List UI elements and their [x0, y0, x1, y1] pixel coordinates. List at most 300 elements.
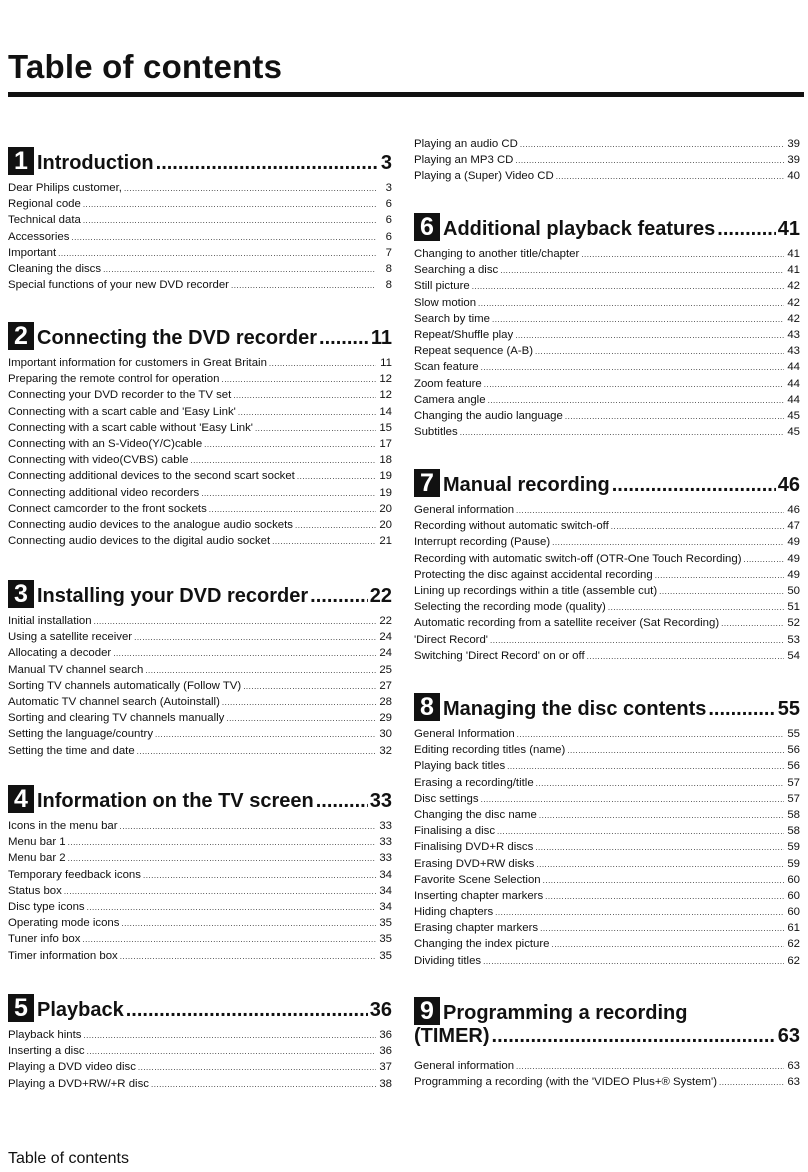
entry-label: Setting the time and date: [8, 744, 135, 757]
entry-page-number: 36: [379, 1029, 392, 1041]
dot-leader: [126, 999, 368, 1022]
entry-page-number: 58: [787, 808, 800, 821]
toc-entry[interactable]: [414, 567, 800, 583]
toc-entry[interactable]: [414, 551, 800, 567]
entry-label: Inserting a disc: [8, 1045, 85, 1058]
entry-page-number: 27: [379, 679, 392, 692]
dot-leader: [556, 169, 784, 185]
dot-leader: [611, 519, 784, 535]
section-page-number: 22: [369, 585, 392, 607]
entry-page-number: 54: [787, 649, 800, 662]
entry-label: Menu bar 2: [8, 852, 66, 865]
entry-label: Automatic recording from a satellite receiver (Sat Recording): [414, 617, 720, 630]
section-number-badge: 8: [414, 693, 440, 721]
entry-label: Important information for customers in Great Britain: [8, 357, 267, 369]
dot-leader: [190, 453, 376, 469]
toc-entry[interactable]: [8, 229, 392, 245]
toc-entry[interactable]: [414, 823, 800, 839]
toc-entry[interactable]: [8, 678, 392, 694]
toc-entry[interactable]: [414, 953, 800, 969]
entry-page-number: 44: [787, 377, 800, 390]
entry-page-number: 34: [379, 900, 392, 913]
dot-leader: [233, 388, 376, 404]
dot-leader: [545, 889, 784, 905]
section-heading[interactable]: [8, 781, 392, 813]
dot-leader: [484, 377, 784, 393]
entry-page-number: 40: [787, 170, 800, 183]
entry-page-number: 33: [379, 852, 392, 865]
entry-page-number: 44: [787, 393, 800, 406]
section-heading[interactable]: [414, 993, 800, 1053]
section-number-badge: 2: [8, 322, 34, 350]
toc-entry[interactable]: [8, 931, 392, 947]
section-heading[interactable]: [8, 990, 392, 1022]
section-title-row: [37, 790, 392, 813]
toc-section: [8, 781, 392, 964]
entry-page-number: 63: [787, 1076, 800, 1089]
section-title-row: [37, 152, 392, 175]
entry-page-number: 3: [385, 182, 392, 194]
entry-label: Recording without automatic switch-off: [414, 520, 609, 533]
entry-label: Finalising a disc: [414, 825, 496, 838]
toc-entry[interactable]: [414, 168, 800, 184]
section-page-number: 33: [369, 790, 392, 812]
toc-entry[interactable]: [414, 152, 800, 168]
dot-leader: [515, 328, 784, 344]
toc-entry[interactable]: [414, 726, 800, 742]
entry-label: Manual TV channel search: [8, 663, 144, 676]
toc-entry[interactable]: [414, 742, 800, 758]
dot-leader: [492, 312, 784, 328]
section-page-number: 3: [380, 152, 392, 174]
toc-entry[interactable]: [8, 452, 392, 468]
page-title: Table of contents: [8, 48, 283, 85]
entry-label: Automatic TV channel search (Autoinstall): [8, 695, 220, 708]
entry-page-number: 42: [787, 312, 800, 325]
toc-entry[interactable]: [8, 629, 392, 645]
entry-label: Changing the disc name: [414, 808, 537, 821]
dot-leader: [82, 932, 376, 948]
entry-label: Zoom feature: [414, 377, 482, 390]
toc-entry[interactable]: [8, 196, 392, 212]
dot-leader: [717, 218, 775, 241]
entry-page-number: 20: [379, 518, 392, 531]
toc-entry[interactable]: [8, 436, 392, 452]
entry-label: Accessories: [8, 230, 70, 243]
footer-label: Table of contents: [8, 1150, 129, 1167]
entry-label: Erasing a recording/title: [414, 776, 534, 789]
entry-label: Connecting additional devices to the second scart socket: [8, 470, 295, 483]
entry-page-number: 38: [379, 1077, 392, 1090]
section-title-row: [37, 585, 392, 608]
entry-label: Setting the language/country: [8, 728, 154, 741]
dot-leader: [201, 486, 376, 502]
entry-page-number: 39: [787, 138, 800, 150]
toc-entry[interactable]: [414, 343, 800, 359]
section-title-row: [37, 327, 392, 350]
section-title: Managing the disc contents: [443, 698, 707, 720]
toc-section: [414, 993, 800, 1090]
entry-label: Disc settings: [414, 792, 479, 805]
toc-entry[interactable]: [8, 404, 392, 420]
entry-page-number: 58: [787, 825, 800, 838]
toc-entry[interactable]: [8, 387, 392, 403]
entry-label: Camera angle: [414, 393, 486, 406]
entry-page-number: 59: [787, 857, 800, 870]
entry-page-number: 57: [787, 776, 800, 789]
toc-entry[interactable]: [414, 1074, 800, 1090]
toc-entry[interactable]: [414, 262, 800, 278]
dot-leader: [721, 616, 784, 632]
toc-entry[interactable]: [414, 807, 800, 823]
dot-leader: [539, 808, 784, 824]
entry-page-number: 59: [787, 841, 800, 854]
entry-label: Playback hints: [8, 1029, 82, 1041]
entry-page-number: 18: [379, 454, 392, 467]
entry-page-number: 24: [379, 631, 392, 644]
dot-leader: [319, 327, 369, 350]
entry-page-number: 55: [787, 728, 800, 740]
dot-leader: [543, 873, 784, 889]
dot-leader: [515, 153, 784, 169]
entry-label: Operating mode icons: [8, 917, 120, 930]
dot-leader: [608, 600, 784, 616]
section-number-badge: 7: [414, 469, 440, 497]
dot-leader: [297, 469, 376, 485]
entry-page-number: 60: [787, 906, 800, 919]
toc-entry[interactable]: [414, 839, 800, 855]
entry-page-number: 45: [787, 409, 800, 422]
entry-page-number: 35: [379, 917, 392, 930]
toc-entry[interactable]: [8, 710, 392, 726]
toc-entry[interactable]: [8, 261, 392, 277]
dot-leader: [507, 759, 784, 775]
entry-page-number: 47: [787, 520, 800, 533]
toc-entry[interactable]: [8, 485, 392, 501]
toc-section: [8, 990, 392, 1092]
entry-label: Technical data: [8, 214, 81, 227]
entry-page-number: 43: [787, 345, 800, 358]
entry-label: Sorting TV channels automatically (Follow TV): [8, 679, 242, 692]
toc-entry[interactable]: [8, 420, 392, 436]
entry-label: Allocating a decoder: [8, 647, 112, 660]
dot-leader: [155, 727, 376, 743]
section-heading[interactable]: [414, 465, 800, 497]
toc-entry[interactable]: [414, 904, 800, 920]
entry-page-number: 11: [380, 357, 392, 369]
toc-entry[interactable]: [414, 392, 800, 408]
toc-section: [8, 576, 392, 759]
entry-page-number: 39: [787, 154, 800, 167]
entry-page-number: 41: [787, 264, 800, 277]
entry-page-number: 50: [787, 584, 800, 597]
entry-label: Hiding chapters: [414, 906, 494, 919]
dot-leader: [68, 835, 376, 851]
section-heading[interactable]: [8, 318, 392, 350]
section-heading-line-1: [414, 993, 800, 1025]
dot-leader: [124, 181, 376, 197]
dot-leader: [137, 744, 376, 760]
toc-entry[interactable]: [414, 888, 800, 904]
toc-entry[interactable]: [414, 920, 800, 936]
toc-entry[interactable]: [414, 408, 800, 424]
entry-label: Sorting and clearing TV channels manually: [8, 712, 225, 725]
toc-entry[interactable]: [8, 613, 392, 629]
entry-page-number: 49: [787, 568, 800, 581]
toc-entry[interactable]: [8, 662, 392, 678]
entry-page-number: 6: [385, 214, 392, 227]
toc-entry[interactable]: [8, 180, 392, 196]
section-number-badge: 6: [414, 213, 440, 241]
toc-entry[interactable]: [414, 872, 800, 888]
toc-entry[interactable]: [414, 311, 800, 327]
toc-entry[interactable]: [8, 1059, 392, 1075]
entry-label: Cleaning the discs: [8, 262, 102, 275]
section-title: Manual recording: [443, 474, 610, 496]
entry-page-number: 22: [379, 615, 392, 627]
toc-entry[interactable]: [8, 468, 392, 484]
toc-entry[interactable]: [414, 359, 800, 375]
toc-entry[interactable]: [8, 277, 392, 293]
toc-entry[interactable]: [414, 856, 800, 872]
dot-leader: [581, 247, 784, 263]
toc-entry[interactable]: [8, 883, 392, 899]
toc-entry[interactable]: [8, 1043, 392, 1059]
dot-leader: [222, 695, 376, 711]
toc-entry[interactable]: [414, 424, 800, 440]
section-heading[interactable]: [8, 143, 392, 175]
toc-entry[interactable]: [414, 502, 800, 518]
section-number-badge: 4: [8, 785, 34, 813]
section-page-number: 11: [370, 327, 392, 349]
entry-page-number: 42: [787, 280, 800, 293]
toc-entry[interactable]: [414, 246, 800, 262]
dot-leader: [83, 197, 376, 213]
entry-page-number: 56: [787, 760, 800, 773]
toc-entry[interactable]: [8, 245, 392, 261]
entry-label: Preparing the remote control for operation: [8, 373, 220, 386]
dot-leader: [567, 743, 784, 759]
entry-page-number: 35: [379, 949, 392, 962]
section-title: Introduction: [37, 152, 154, 174]
entry-label: Status box: [8, 884, 62, 897]
toc-entry[interactable]: [8, 645, 392, 661]
entry-label: Connecting your DVD recorder to the TV set: [8, 389, 232, 402]
dot-leader: [490, 633, 784, 649]
toc-entry[interactable]: [414, 1058, 800, 1074]
entry-page-number: 6: [385, 230, 392, 243]
entry-label: Connecting with an S-Video(Y/C)cable: [8, 437, 203, 450]
dot-leader: [310, 585, 368, 608]
dot-leader: [483, 954, 784, 970]
section-title: Connecting the DVD recorder: [37, 327, 318, 349]
dot-leader: [58, 246, 376, 262]
section-title-row: [443, 698, 800, 721]
section-title-row: [443, 218, 800, 241]
dot-leader: [204, 437, 376, 453]
toc-entry[interactable]: [414, 791, 800, 807]
entry-label: Connecting audio devices to the digital audio socket: [8, 535, 271, 548]
dot-leader: [535, 344, 784, 360]
entry-label: Temporary feedback icons: [8, 868, 141, 881]
toc-entry[interactable]: [8, 501, 392, 517]
toc-entry[interactable]: [8, 915, 392, 931]
dot-leader: [113, 646, 376, 662]
toc-entry[interactable]: [8, 818, 392, 834]
dot-leader: [255, 421, 376, 437]
entry-page-number: 8: [385, 279, 392, 292]
toc-entry[interactable]: [414, 583, 800, 599]
entry-label: Important: [8, 246, 57, 259]
toc-entry[interactable]: [8, 726, 392, 742]
entry-page-number: 52: [787, 617, 800, 630]
dot-leader: [481, 792, 784, 808]
toc-section: [414, 465, 800, 664]
entry-label: Scan feature: [414, 361, 479, 374]
dot-leader: [472, 279, 784, 295]
entry-label: Playing an MP3 CD: [414, 154, 514, 167]
dot-leader: [708, 698, 775, 721]
toc-entry[interactable]: [8, 743, 392, 759]
toc-entry[interactable]: [8, 867, 392, 883]
dot-leader: [612, 474, 776, 497]
toc-entry[interactable]: [414, 648, 800, 664]
toc-entry[interactable]: [414, 599, 800, 615]
section-heading[interactable]: [8, 576, 392, 608]
dot-leader: [460, 425, 784, 441]
toc-entry[interactable]: [414, 534, 800, 550]
toc-continuation-list: [414, 136, 800, 185]
entry-label: Initial installation: [8, 615, 92, 627]
dot-leader: [221, 372, 376, 388]
entry-label: General information: [414, 1060, 515, 1072]
toc-entry[interactable]: [414, 615, 800, 631]
entry-page-number: 51: [787, 601, 800, 614]
section-heading[interactable]: [414, 689, 800, 721]
toc-entry[interactable]: [8, 371, 392, 387]
entry-page-number: 46: [787, 504, 800, 516]
toc-entry[interactable]: [8, 212, 392, 228]
entry-label: Programming a recording (with the 'VIDEO Plus+® System'): [414, 1076, 717, 1089]
toc-entry[interactable]: [8, 694, 392, 710]
entry-label: Changing to another title/chapter: [414, 248, 580, 260]
entry-page-number: 53: [787, 633, 800, 646]
section-page-number: 63: [777, 1025, 800, 1047]
toc-entry[interactable]: [414, 758, 800, 774]
entry-label: Protecting the disc against accidental recording: [414, 568, 653, 581]
dot-leader: [488, 393, 784, 409]
dot-leader: [744, 552, 784, 568]
toc-entry[interactable]: [8, 355, 392, 371]
entry-label: Repeat/Shuffle play: [414, 328, 514, 341]
toc-entry[interactable]: [8, 948, 392, 964]
entry-label: Selecting the recording mode (quality): [414, 601, 606, 614]
dot-leader: [535, 840, 784, 856]
dot-leader: [295, 518, 376, 534]
toc-entry[interactable]: [414, 278, 800, 294]
section-title-row: [443, 474, 800, 497]
entry-label: Playing a DVD+RW/+R disc: [8, 1077, 149, 1090]
dot-leader: [517, 727, 784, 743]
toc-entry[interactable]: [8, 533, 392, 549]
entry-page-number: 12: [379, 389, 392, 402]
dot-leader: [536, 776, 784, 792]
entry-page-number: 35: [379, 933, 392, 946]
section-number-badge: 5: [8, 994, 34, 1022]
toc-entry[interactable]: [414, 775, 800, 791]
entry-label: Slow motion: [414, 296, 477, 309]
dot-leader: [120, 949, 376, 965]
entry-label: Subtitles: [414, 426, 458, 439]
toc-entry[interactable]: [8, 1076, 392, 1092]
dot-leader: [143, 868, 376, 884]
entry-label: Search by time: [414, 312, 490, 325]
entry-page-number: 12: [379, 373, 392, 386]
toc-entry[interactable]: [8, 899, 392, 915]
dot-leader: [497, 824, 784, 840]
toc-entry[interactable]: [414, 632, 800, 648]
toc-entry[interactable]: [8, 1027, 392, 1043]
toc-entry[interactable]: [414, 376, 800, 392]
entry-label: Interrupt recording (Pause): [414, 536, 551, 549]
toc-entry[interactable]: [8, 850, 392, 866]
toc-entry[interactable]: [414, 136, 800, 152]
entry-page-number: 25: [379, 663, 392, 676]
toc-entry[interactable]: [414, 936, 800, 952]
entry-page-number: 14: [379, 405, 392, 418]
toc-entry[interactable]: [8, 517, 392, 533]
dot-leader: [587, 649, 784, 665]
toc-section: [8, 143, 392, 293]
section-number-badge: 1: [8, 147, 34, 175]
entry-label: Playing a DVD video disc: [8, 1061, 136, 1074]
entry-label: Still picture: [414, 280, 470, 293]
dot-leader: [83, 1028, 376, 1044]
dot-leader: [536, 857, 784, 873]
entry-page-number: 36: [379, 1045, 392, 1058]
dot-leader: [719, 1075, 784, 1091]
dot-leader: [238, 405, 376, 421]
entry-page-number: 30: [379, 728, 392, 741]
entry-label: 'Direct Record': [414, 633, 488, 646]
dot-leader: [64, 884, 376, 900]
dot-leader: [83, 213, 376, 229]
entry-page-number: 60: [787, 889, 800, 902]
title-rule: [8, 92, 804, 97]
entry-label: Special functions of your new DVD recorder: [8, 279, 229, 292]
entry-label: Regional code: [8, 198, 81, 211]
entry-page-number: 44: [787, 361, 800, 374]
entry-label: Erasing DVD+RW disks: [414, 857, 535, 870]
dot-leader: [87, 900, 376, 916]
entry-page-number: 19: [379, 486, 392, 499]
toc-entry[interactable]: [414, 518, 800, 534]
section-page-number: 36: [369, 999, 392, 1021]
section-heading[interactable]: [414, 209, 800, 241]
dot-leader: [243, 679, 376, 695]
toc-entry[interactable]: [8, 834, 392, 850]
entry-page-number: 49: [787, 536, 800, 549]
dot-leader: [151, 1077, 376, 1093]
dot-leader: [134, 630, 376, 646]
entry-page-number: 56: [787, 744, 800, 757]
entry-label: Using a satellite receiver: [8, 631, 133, 644]
toc-entry[interactable]: [414, 295, 800, 311]
entry-page-number: 21: [379, 535, 392, 548]
entry-page-number: 63: [787, 1060, 800, 1072]
toc-section: [414, 209, 800, 440]
toc-entry[interactable]: [414, 327, 800, 343]
